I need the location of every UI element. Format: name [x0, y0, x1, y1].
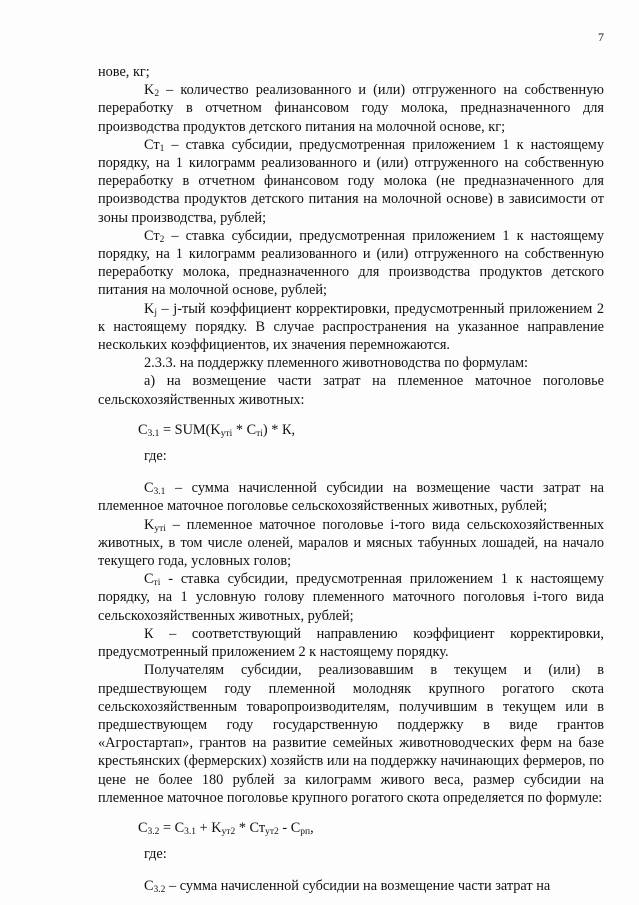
definition-cti: $С_{ті}$ - ставка субсидии, предусмотренная приложением 1 к настоящему порядку, на 1 условную голову племенного маточного поголовья і-того вида сельскохозяйственных животных, рублей; [98, 571, 604, 624]
definition-st2: $Ст_2$ – ставка субсидии, предусмотренная приложением 1 к настоящему порядку, на 1 килограмм реализованного и (или) отгруженного на собственную переработку молока, предназначенного для производства продуктов детского питания на молочной основе, рублей; [98, 227, 604, 299]
where-label: где: [144, 448, 167, 465]
definition-k2: $K_2$ – количество реализованного и (или) отгруженного на собственную переработку в отчетном финансовом году молока, предназначенного для производства продуктов детского питания на молочной основе, кг; [98, 82, 604, 135]
page-number: 7 [598, 30, 604, 44]
definition-k: К – соответствующий направлению коэффициент корректировки, предусмотренный приложением 2 к настоящему порядку. [98, 625, 604, 661]
definition-kj: $K_j - j-тый$ коэффициент корректировки, предусмотренный приложением 2 к настоящему порядку. В случае распространения на указанное направление нескольких коэффициентов, их значения перемножаются. [98, 300, 604, 354]
subsection-a: а) на возмещение части затрат на племенное маточное поголовье сельскохозяйственных животных: [98, 373, 604, 408]
formula-c32: $С_{3.2} = С_{3.1} + K_{ут2} * Ст_{ут2} - С_{рп}$, [138, 819, 314, 837]
document-body [98, 63, 604, 896]
formula-c31: $С_{3.1} = SUM(K_{уті} * С_{ті}) * К$, [138, 421, 296, 439]
definition-c32: $С_{3.2}$ – сумма начисленной субсидии на возмещение части затрат на [144, 878, 551, 896]
paragraph-continuation: нове, кг; [98, 64, 150, 80]
definition-kuti: $K_{уті}$ – племенное маточное поголовье і-того вида сельскохозяйственных животных, в том числе оленей, маралов и мясных табунных лошадей, на начало текущего года, условных голов; [98, 516, 604, 570]
where-label-2: где: [144, 846, 167, 863]
definition-st1: $Ст_1$ – ставка субсидии, предусмотренная приложением 1 к настоящему порядку, на 1 килограмм реализованного и (или) отгруженного на собственную переработку в отчетном финансовом году молока (не предназначенного для производства продуктов детского питания на молочной основе) в зависимости от зоны производства, рублей; [98, 136, 604, 226]
definition-c31: $С_{3.1}$ – сумма начисленной субсидии на возмещение части затрат на племенное маточное поголовье сельскохозяйственных животных, рублей; [98, 480, 604, 515]
section-2-3-3: 2.3.3. на поддержку племенного животноводства по формулам: [144, 355, 529, 372]
paragraph-recipients: Получателям субсидии, реализовавшим в текущем и (или) в предшествующем году племенной молодняк крупного рогатого скота сельскохозяйственным товаропроизводителям, получившим в текущем или в предшествующем году государственную поддержку в виде грантов «Агростартап», грантов на развитие семейных животноводческих ферм на базе крестьянских (фермерских) хозяйств или на поддержку начинающих фермеров, по цене не более 180 рублей за килограмм живого веса, размер субсидии на племенное маточное поголовье крупного рогатого скота определяется по формуле: [98, 662, 604, 806]
